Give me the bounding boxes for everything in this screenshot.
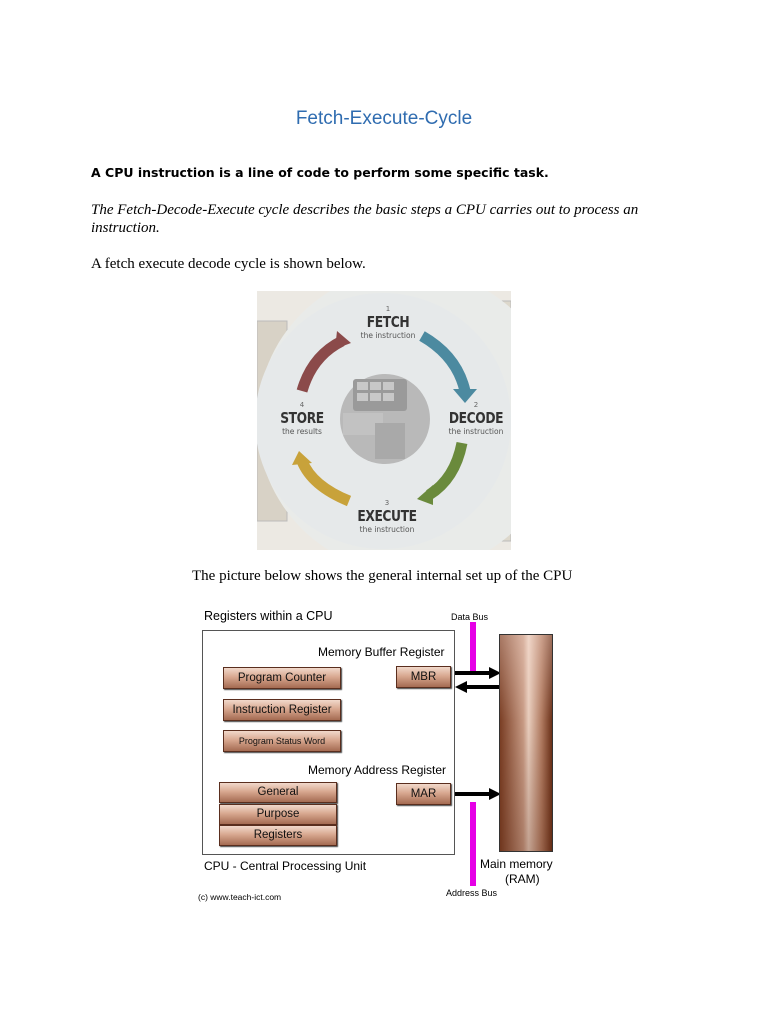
stage-store-label: STORE: [280, 409, 324, 427]
stage-execute: [349, 499, 425, 534]
stage-fetch: [351, 305, 425, 340]
ram-label: (RAM): [505, 872, 540, 886]
bus-arrows: [453, 664, 503, 814]
mbr-description: Memory Buffer Register: [318, 645, 445, 659]
mar-register: MAR: [396, 783, 451, 805]
stage-store: [275, 401, 329, 436]
stage-execute-number: 3: [384, 499, 390, 507]
stage-execute-label: EXECUTE: [357, 507, 417, 525]
general-register-3: Registers: [219, 825, 337, 846]
page-title: Fetch-Execute-Cycle: [295, 108, 473, 129]
cpu-instruction-definition: A CPU instruction is a line of code to perform some specific task.: [91, 165, 549, 180]
cycle-description: The Fetch-Decode-Execute cycle describes the basic steps a CPU carries out to process an instruction.: [91, 202, 639, 236]
cpu-caption: CPU - Central Processing Unit: [204, 859, 367, 873]
general-register-1: General: [219, 782, 337, 803]
address-bus-line: [470, 802, 476, 886]
main-memory-block: [499, 634, 553, 852]
cpu-setup-caption: The picture below shows the general internal set up of the CPU: [192, 568, 573, 584]
instruction-register: Instruction Register: [223, 699, 341, 721]
data-bus-label: Data Bus: [451, 612, 489, 622]
program-status-word-register: Program Status Word: [223, 730, 341, 752]
arrow-left-icon: [455, 681, 467, 693]
stage-execute-sub: the instruction: [359, 525, 415, 534]
cycle-intro-text: A fetch execute decode cycle is shown below.: [91, 256, 366, 272]
program-counter-register: Program Counter: [223, 667, 341, 689]
main-memory-label: Main memory: [480, 857, 553, 871]
address-bus-label: Address Bus: [446, 888, 498, 898]
credit-text: (c) www.teach-ict.com: [198, 892, 282, 902]
mar-description: Memory Address Register: [308, 763, 447, 777]
stage-decode-sub: the instruction: [448, 427, 504, 436]
cpu-registers-diagram: [195, 604, 575, 904]
stage-decode-label: DECODE: [448, 409, 504, 427]
stage-decode-number: 2: [473, 401, 479, 409]
stage-fetch-sub: the instruction: [360, 331, 416, 340]
mbr-register: MBR: [396, 666, 451, 688]
stage-store-number: 4: [299, 401, 305, 409]
cpu-diagram-title: Registers within a CPU: [204, 609, 333, 623]
stage-fetch-label: FETCH: [366, 313, 410, 331]
stage-decode: [441, 401, 511, 436]
stage-store-sub: the results: [282, 427, 322, 436]
stage-fetch-number: 1: [385, 305, 391, 313]
general-register-2: Purpose: [219, 804, 337, 825]
fetch-execute-cycle-diagram: [257, 291, 511, 550]
